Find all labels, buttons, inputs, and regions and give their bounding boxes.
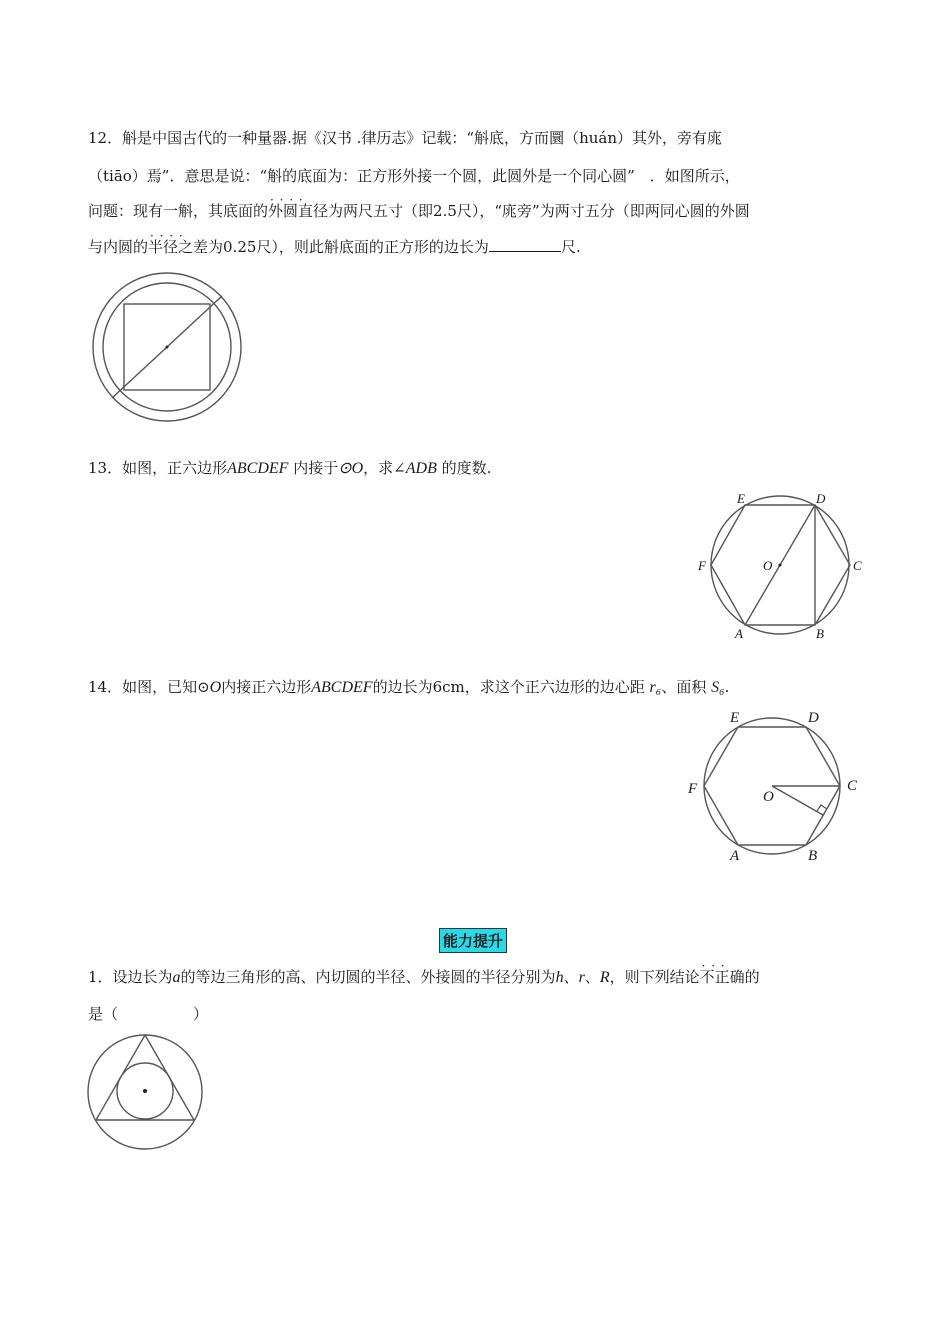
q12-line-4: 与内圆的· · 半径之差为0.25尺），则此斛底面的正方形的边长为 尺.: [88, 237, 581, 257]
label-B: B: [816, 626, 824, 641]
q12-line-2: （tiāo）焉”．意思是说：“斛的底面为：正方形外接一个圆，此圆外是一个同心圆” ．如图所示，: [88, 167, 740, 185]
label-E: E: [737, 491, 745, 506]
label-A: A: [735, 626, 743, 641]
label-D: D: [816, 491, 826, 506]
emphasis-incorrect: · · · 不正确: [700, 968, 745, 986]
label-F: F: [698, 558, 706, 573]
label-O: O: [763, 789, 774, 805]
label-A: A: [730, 848, 740, 864]
equilateral-triangle: [96, 1035, 194, 1120]
label-E: E: [730, 710, 740, 726]
q14-figure: [685, 705, 865, 865]
q13-figure: [695, 490, 870, 645]
q12-line-1: 12．斛是中国古代的一种量器.据《汉书 .律历志》记载：“斛底，方而圜（huán）其外，旁有庣: [88, 129, 722, 147]
answer-blank[interactable]: [489, 237, 561, 252]
label-C: C: [847, 778, 858, 794]
q12-figure: [90, 270, 245, 425]
center-dot: [143, 1089, 147, 1093]
p1-figure: [86, 1033, 204, 1151]
label-O: O: [763, 558, 773, 573]
q13-text: 13．如图，正六边形ABCDEF 内接于⊙O，求∠ADB 的度数.: [88, 459, 492, 477]
p1-line-1: 1．设边长为a的等边三角形的高、内切圆的半径、外接圆的半径分别为h、r、R，则下列结论· · · 不正确的: [88, 967, 760, 988]
label-D: D: [808, 710, 819, 726]
q14-text: 14．如图，已知⊙O内接正六边形ABCDEF的边长为6cm，求这个正六边形的边心距 r₆、面积 S₆.: [88, 678, 730, 696]
label-C: C: [853, 558, 862, 573]
center-dot: [166, 346, 169, 349]
apothem: [772, 786, 823, 815]
emphasis-radius-diff: · · 半径之差: [148, 238, 208, 256]
section-title: 能力提升: [439, 928, 507, 953]
label-F: F: [688, 781, 698, 797]
center-dot: [779, 564, 782, 567]
q12-line-3: 问题：现有一斛，其底面的· · 外圆直径为两尺五寸（即2.5尺），“庣旁”为两寸五分（即两同心圆的外圆: [88, 201, 750, 221]
p1-line-2: 是（ ）: [88, 1005, 209, 1023]
label-B: B: [808, 848, 818, 864]
emphasis-outer-diameter: · · 外圆直径: [268, 202, 328, 220]
